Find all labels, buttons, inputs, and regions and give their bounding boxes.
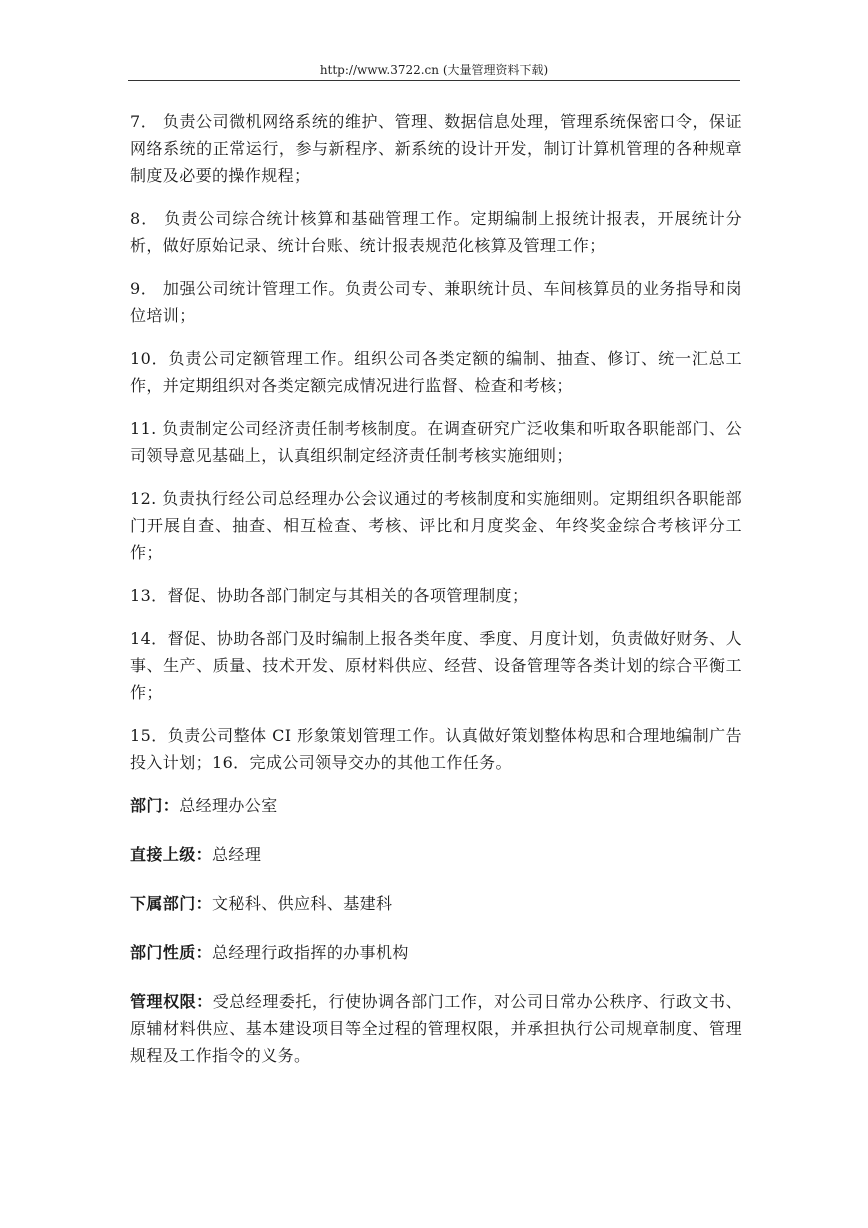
- duty-item-8: 8． 负责公司综合统计核算和基础管理工作。定期编制上报统计报表，开展统计分析，做好原始记录、统计台账、统计报表规范化核算及管理工作；: [130, 209, 742, 255]
- authority-value: 受总经理委托，行使协调各部门工作，对公司日常办公秩序、行政文书、原辅材料供应、基本建设项目等全过程的管理权限，并承担执行公司规章制度、管理规程及工作指令的义务。: [130, 992, 742, 1065]
- duty-item-7: 7． 负责公司微机网络系统的维护、管理、数据信息处理，管理系统保密口令，保证网络系统的正常运行，参与新程序、新系统的设计开发，制订计算机管理的各种规章制度及必要的操作规程；: [130, 112, 742, 185]
- subordinates-label: 下属部门：: [130, 894, 213, 913]
- duty-item-10: 10．负责公司定额管理工作。组织公司各类定额的编制、抽查、修订、统一汇总工作，并定期组织对各类定额完成情况进行监督、检查和考核；: [130, 349, 742, 395]
- duty-item-13: 13．督促、协助各部门制定与其相关的各项管理制度；: [130, 586, 529, 605]
- nature-label: 部门性质：: [130, 943, 213, 962]
- nature-value: 总经理行政指挥的办事机构: [212, 943, 409, 962]
- document-body: [130, 108, 742, 1091]
- duty-item-14: 14．督促、协助各部门及时编制上报各类年度、季度、月度计划，负责做好财务、人事、生产、质量、技术开发、原材料供应、经营、设备管理等各类计划的综合平衡工作；: [130, 629, 742, 702]
- superior-value: 总经理: [212, 845, 262, 864]
- authority-field: [130, 988, 742, 1069]
- page-header: http://www.3722.cn (大量管理资料下载): [319, 63, 549, 77]
- duty-item-12: 12. 负责执行经公司总经理办公会议通过的考核制度和实施细则。定期组织各职能部门开展自查、抽查、相互检查、考核、评比和月度奖金、年终奖金综合考核评分工作；: [130, 489, 742, 562]
- authority-label: 管理权限：: [130, 992, 213, 1011]
- subordinates-value: 文秘科、供应科、基建科: [212, 894, 393, 913]
- department-value: 总经理办公室: [179, 796, 278, 815]
- header-divider: [128, 80, 740, 81]
- nature-field: [130, 939, 742, 966]
- duty-item-15-16: 15．负责公司整体 CI 形象策划管理工作。认真做好策划整体构思和合理地编制广告投入计划；16．完成公司领导交办的其他工作任务。: [130, 726, 742, 772]
- department-label: 部门：: [130, 796, 180, 815]
- department-field: [130, 792, 742, 819]
- superior-field: [130, 841, 742, 868]
- duty-item-9: 9． 加强公司统计管理工作。负责公司专、兼职统计员、车间核算员的业务指导和岗位培训；: [130, 279, 742, 325]
- subordinates-field: [130, 890, 742, 917]
- superior-label: 直接上级：: [130, 845, 213, 864]
- duty-item-11: 11. 负责制定公司经济责任制考核制度。在调查研究广泛收集和听取各职能部门、公司领导意见基础上，认真组织制定经济责任制考核实施细则；: [130, 419, 742, 465]
